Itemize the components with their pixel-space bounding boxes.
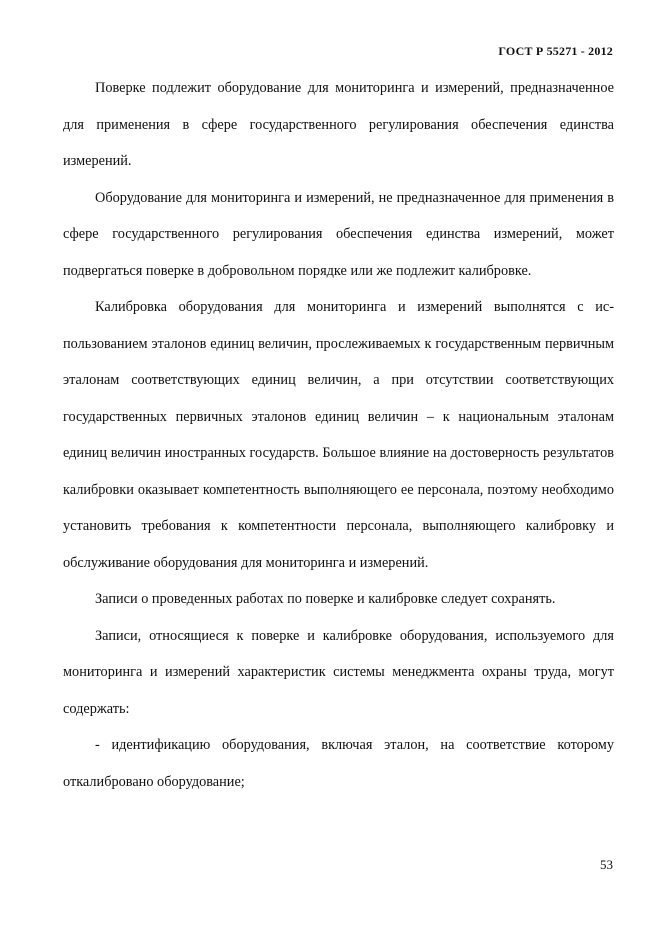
page-number: 53 bbox=[600, 857, 613, 872]
paragraph-voluntary-verification: Оборудование для мониторинга и измерений, не предназначенное для применения в сфере государственного регулирования обеспечения единства измерений, может подвергаться поверке в добровольном порядке или же подлежит калибровке. bbox=[63, 189, 614, 279]
document-code-header: ГОСТ Р 55271 - 2012 bbox=[498, 44, 613, 58]
paragraph-records-keeping: Записи о проведенных работах по поверке и калибровке следует сохранять. bbox=[95, 591, 556, 607]
list-item-equipment-identification: - идентификацию оборудования, включая эталон, на соответствие которому откалибровано оборудование; bbox=[63, 737, 614, 790]
paragraph-calibration-standards: Калибровка оборудования для мониторинга и измерений выполнятся с использованием эталонов единиц величин, прослеживаемых к государственным первичным эталонам соответствующих единиц величин, а при отсутствии соответствующих государственных первичных эталонов единиц величин – к национальным эталонам единиц величин иностранных государств. Большое влияние на достоверность результатов калибровки оказывает компетентность выполняющего ее персонала, поэтому необходимо установить требования к компетентности персонала, выполняющего калибровку и обслуживание оборудования для мониторинга и измерений. bbox=[63, 299, 614, 571]
document-body bbox=[63, 70, 614, 800]
paragraph-records-content: Записи, относящиеся к поверке и калибровке оборудования, используемого для мониторинга и измерений характеристик системы менеджмента охраны труда, могут содержать: bbox=[63, 627, 614, 717]
paragraph-verification-scope: Поверке подлежит оборудование для мониторинга и измерений, предназначенное для применения в сфере государственного регулирования обеспечения единства измерений. bbox=[63, 80, 614, 169]
